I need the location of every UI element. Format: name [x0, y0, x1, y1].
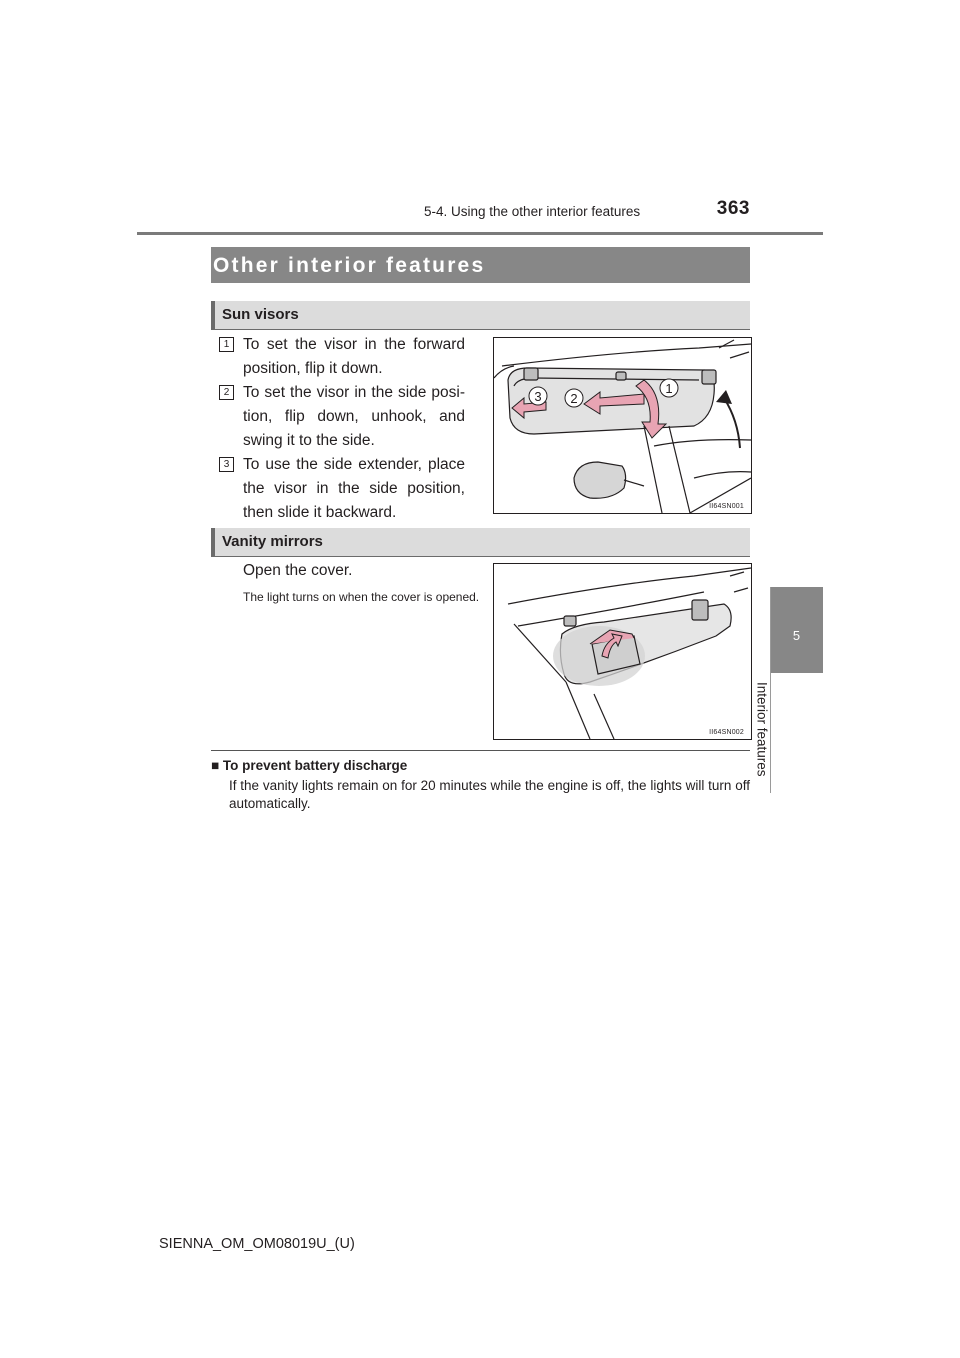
- info-heading-text: To prevent battery discharge: [222, 758, 408, 773]
- sun-visors-heading-bar: [211, 301, 750, 329]
- sun-visor-illustration: [493, 337, 752, 514]
- heading-underline: [211, 329, 750, 330]
- heading-underline: [211, 556, 750, 557]
- footer-doc-id: SIENNA_OM_OM08019U_(U): [159, 1236, 355, 1252]
- info-bullet: ■: [211, 758, 220, 773]
- header-section-title: 5-4. Using the other interior features: [424, 204, 641, 219]
- info-body: If the vanity lights remain on for 20 minutes while the engine is off, the lights will turn off automatically.: [229, 778, 750, 811]
- figure-code: II64SN002: [709, 729, 744, 736]
- header-rule: [137, 232, 823, 235]
- page-number: 363: [716, 198, 750, 219]
- sun-visors-heading: Sun visors: [222, 306, 299, 323]
- callout-3: 3: [534, 389, 542, 404]
- figure-code: II64SN001: [709, 503, 744, 510]
- step-number-badge: 2: [219, 385, 234, 400]
- heading-accent: [211, 301, 215, 329]
- heading-accent: [211, 528, 215, 556]
- sun-visor-drawing: [494, 338, 751, 513]
- chapter-number: 5: [792, 628, 801, 643]
- step-text: To set the visor in the forward position, flip it down.: [243, 336, 465, 377]
- vanity-mirror-drawing: [494, 564, 751, 739]
- vanity-mirrors-heading-bar: [211, 528, 750, 556]
- callout-2: 2: [570, 391, 578, 406]
- step-text: To set the visor in the side posi-tion, flip down, unhook, and swing it to the side.: [243, 384, 465, 449]
- callout-1: 1: [665, 381, 673, 396]
- step-text: To use the side extender, place the visor in the side position, then slide it backward.: [243, 456, 465, 521]
- page-title: Other interior features: [213, 254, 486, 277]
- section-divider: [211, 750, 750, 751]
- vanity-instruction: Open the cover.: [243, 562, 353, 579]
- vanity-mirrors-heading: Vanity mirrors: [222, 533, 323, 550]
- vanity-note: The light turns on when the cover is opened.: [243, 590, 480, 604]
- chapter-label: Interior features: [754, 682, 770, 777]
- step-number-badge: 1: [219, 337, 234, 352]
- step-number-badge: 3: [219, 457, 234, 472]
- vanity-mirror-illustration: [493, 563, 752, 740]
- chapter-tab-rule: [770, 587, 771, 793]
- info-heading: [211, 758, 407, 773]
